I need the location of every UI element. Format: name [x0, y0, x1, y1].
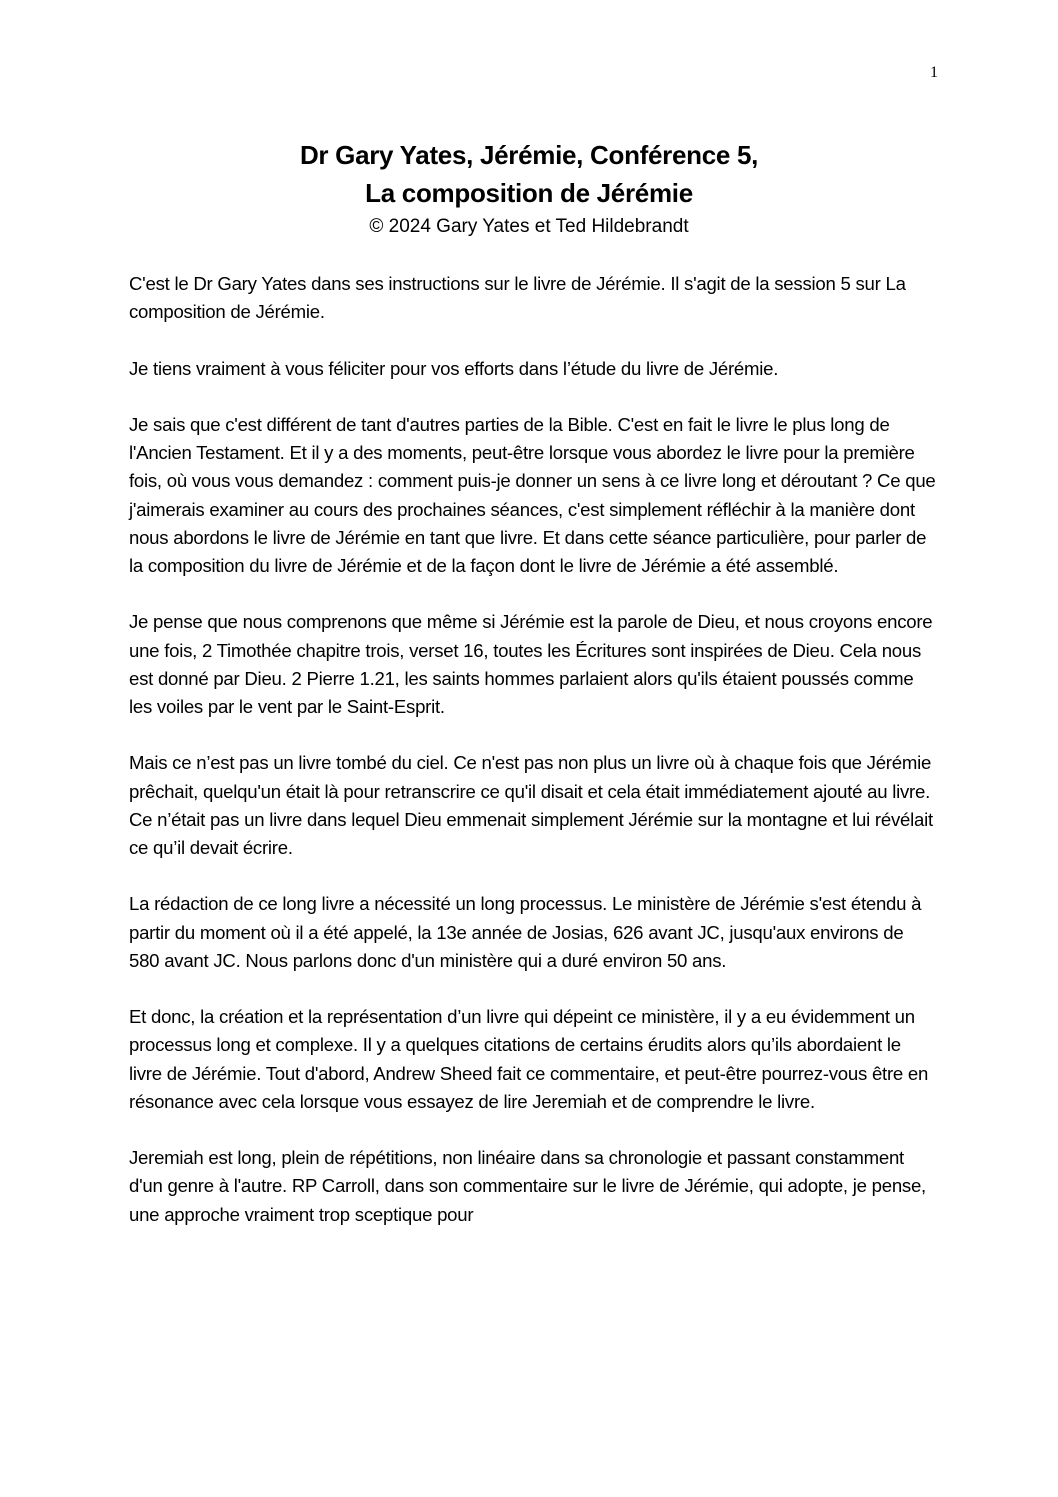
title-block: [0, 136, 1058, 242]
paragraph-6: La rédaction de ce long livre a nécessité un long processus. Le ministère de Jérémie s'est étendu à partir du moment où il a été appelé, la 13e année de Josias, 626 avant JC, jusqu'aux environs de 580 avant JC. Nous parlons donc d'un ministère qui a duré environ 50 ans.: [129, 893, 922, 971]
paragraph-8: Jeremiah est long, plein de répétitions, non linéaire dans sa chronologie et passant constamment d'un genre à l'autre. RP Carroll, dans son commentaire sur le livre de Jérémie, qui adopte, je pense, une approche vraiment trop sceptique pour: [129, 1147, 926, 1225]
copyright-notice: © 2024 Gary Yates et Ted Hildebrandt: [369, 216, 689, 237]
title-line-2: La composition de Jérémie: [365, 178, 693, 208]
paragraph-2: Je tiens vraiment à vous féliciter pour vos efforts dans l’étude du livre de Jérémie.: [129, 357, 779, 379]
title-line-1: Dr Gary Yates, Jérémie, Conférence 5,: [299, 140, 759, 170]
paragraph-4: Je pense que nous comprenons que même si Jérémie est la parole de Dieu, et nous croyons encore une fois, 2 Timothée chapitre trois, verset 16, toutes les Écritures sont inspirées de Dieu. Cela nous est donné par Dieu. 2 Pierre 1.21, les saints hommes parlaient alors qu'ils étaient poussés comme les voiles par le vent par le Saint-Esprit.: [129, 611, 933, 717]
document-body: [129, 270, 937, 1257]
paragraph-1: C'est le Dr Gary Yates dans ses instructions sur le livre de Jérémie. Il s'agit de la session 5 sur La composition de Jérémie.: [129, 273, 906, 323]
paragraph-3: Je sais que c'est différent de tant d'autres parties de la Bible. C'est en fait le livre le plus long de l'Ancien Testament. Et il y a des moments, peut-être lorsque vous abordez le livre pour la première fois, où vous vous demandez : comment puis-je donner un sens à ce livre long et déroutant ? Ce que j'aimerais examiner au cours des prochaines séances, c'est simplement réfléchir à la manière dont nous abordons le livre de Jérémie en tant que livre. Et dans cette séance particulière, pour parler de la composition du livre de Jérémie et de la façon dont le livre de Jérémie a été assemblé.: [129, 413, 936, 576]
paragraph-5: Mais ce n’est pas un livre tombé du ciel. Ce n'est pas non plus un livre où à chaque fois que Jérémie prêchait, quelqu'un était là pour retranscrire ce qu'il disait et cela était immédiatement ajouté au livre. Ce n’était pas un livre dans lequel Dieu emmenait simplement Jérémie sur la montagne et lui révélait ce qu’il devait écrire.: [129, 752, 933, 858]
page-number: 1: [930, 64, 938, 81]
paragraph-7: Et donc, la création et la représentation d’un livre qui dépeint ce ministère, il y a eu évidemment un processus long et complexe. Il y a quelques citations de certains érudits alors qu’ils abordaient le livre de Jérémie. Tout d'abord, Andrew Sheed fait ce commentaire, et peut-être pourrez-vous être en résonance avec cela lorsque vous essayez de lire Jeremiah et de comprendre le livre.: [129, 1006, 929, 1112]
